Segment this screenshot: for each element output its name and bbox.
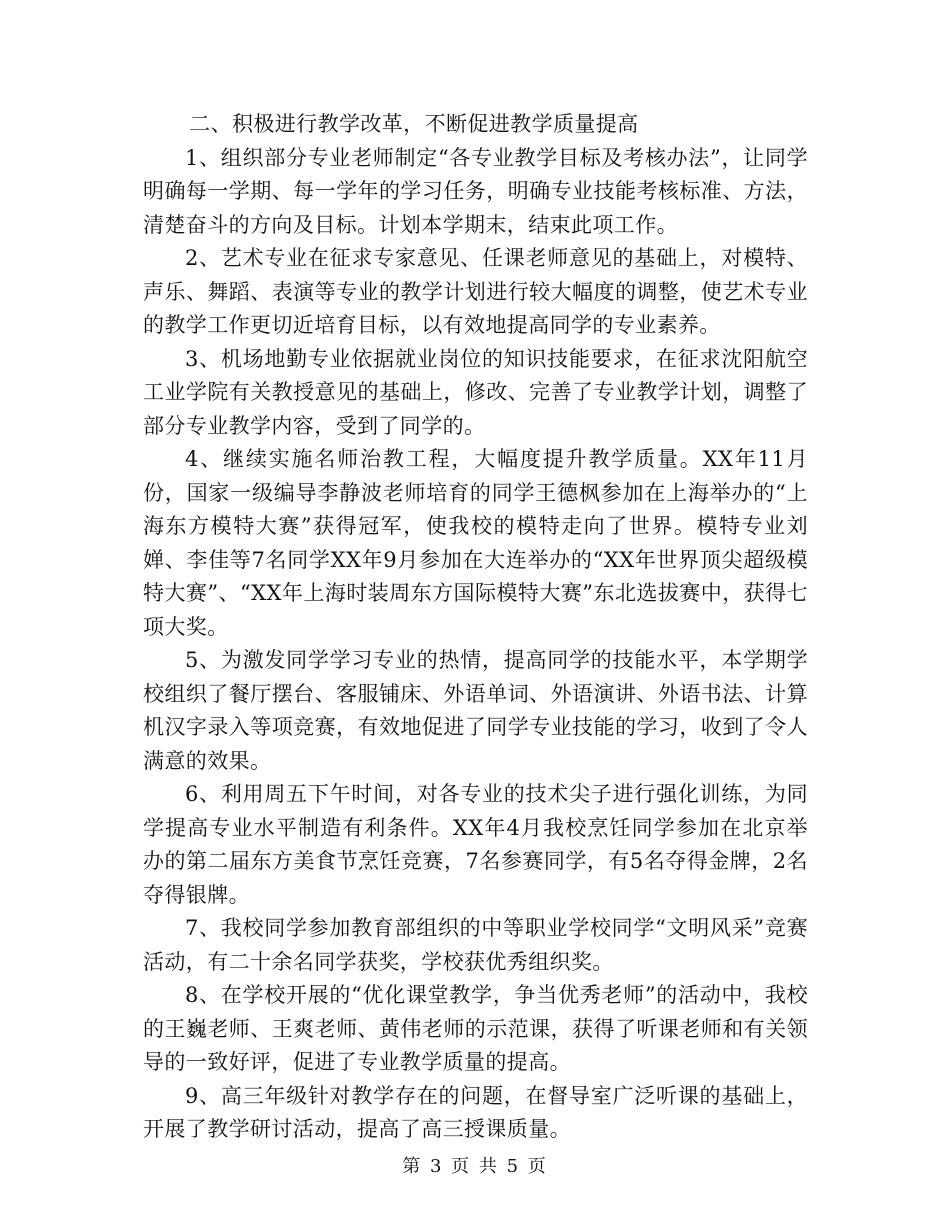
paragraph-7: 7、我校同学参加教育部组织的中等职业学校同学“文明风采”竞赛活动，有二十余名同学获奖，学校获优秀组织奖。	[143, 916, 808, 974]
paragraph-8: 8、在学校开展的“优化课堂教学，争当优秀老师”的活动中，我校的王巍老师、王爽老师、黄伟老师的示范课，获得了听课老师和有关领导的一致好评，促进了专业教学质量的提高。	[143, 983, 808, 1074]
paragraph-5: 5、为激发同学学习专业的热情，提高同学的技能水平，本学期学校组织了餐厅摆台、客服铺床、外语单词、外语演讲、外语书法、计算机汉字录入等项竞赛，有效地促进了同学专业技能的学习，收到了令人满意的效果。	[143, 648, 808, 773]
section-heading: 二、积极进行教学改革，不断促进教学质量提高	[189, 112, 639, 136]
paragraph-4: 4、继续实施名师治教工程，大幅度提升教学质量。XX年11月份，国家一级编导李静波老师培育的同学王德枫参加在上海举办的“上海东方模特大赛”获得冠军，使我校的模特走向了世界。模特专业刘婵、李佳等7名同学XX年9月参加在大连举办的“XX年世界顶尖超级模特大赛”、“XX年上海时装周东方国际模特大赛”东北选拔赛中，获得七项大奖。	[143, 447, 808, 639]
document-body	[143, 108, 808, 1147]
paragraph-2: 2、艺术专业在征求专家意见、任课老师意见的基础上，对模特、声乐、舞蹈、表演等专业的教学计划进行较大幅度的调整，使艺术专业的教学工作更切近培育目标，以有效地提高同学的专业素养。	[143, 246, 808, 337]
paragraph-3: 3、机场地勤专业依据就业岗位的知识技能要求，在征求沈阳航空工业学院有关教授意见的基础上，修改、完善了专业教学计划，调整了部分专业教学内容，受到了同学的。	[143, 346, 808, 438]
paragraph-6: 6、利用周五下午时间，对各专业的技术尖子进行强化训练，为同学提高专业水平制造有利条件。XX年4月我校烹饪同学参加在北京举办的第二届东方美食节烹饪竞赛，7名参赛同学，有5名夺得金牌，2名夺得银牌。	[143, 782, 808, 907]
page-number-footer: 第 3 页 共 5 页	[402, 1156, 548, 1177]
paragraph-1: 1、组织部分专业老师制定“各专业教学目标及考核办法”，让同学明确每一学期、每一学年的学习任务，明确专业技能考核标准、方法，清楚奋斗的方向及目标。计划本学期末，结束此项工作。	[143, 145, 808, 237]
paragraph-9: 9、高三年级针对教学存在的问题，在督导室广泛听课的基础上，开展了教学研讨活动，提高了高三授课质量。	[143, 1083, 808, 1141]
